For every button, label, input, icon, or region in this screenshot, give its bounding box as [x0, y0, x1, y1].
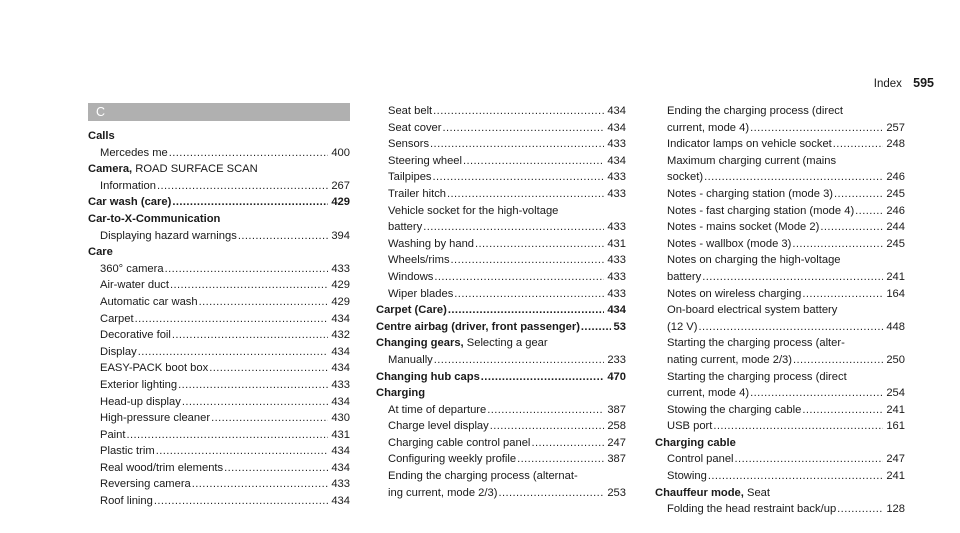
- page-reference: 433: [607, 287, 626, 300]
- index-entry: [88, 443, 350, 460]
- leader-dots: [434, 269, 604, 286]
- leader-dots: [448, 302, 604, 319]
- page-reference: 434: [607, 304, 626, 317]
- entry-text: Automatic car wash: [100, 295, 198, 308]
- index-entry: [376, 236, 626, 253]
- leader-dots: [837, 501, 883, 518]
- entry-text: Changing hub caps: [376, 370, 480, 383]
- index-entry: [655, 153, 905, 170]
- index-entry: [655, 252, 905, 269]
- section-letter-bar: C: [88, 103, 350, 121]
- entry-text: Control panel: [667, 453, 734, 466]
- leader-dots: [704, 169, 883, 186]
- page-reference: 433: [331, 262, 350, 275]
- index-heading: [88, 194, 350, 211]
- leader-dots: [238, 228, 329, 245]
- index-entry: [655, 402, 905, 419]
- entry-text: Starting the charging process (alter-: [667, 337, 845, 350]
- entry-text: nating current, mode 2/3): [667, 353, 792, 366]
- index-heading: [376, 335, 626, 352]
- entry-text: Calls: [88, 130, 115, 142]
- leader-dots: [433, 169, 605, 186]
- leader-dots: [224, 460, 328, 477]
- page-reference: 253: [607, 486, 626, 499]
- index-entry: [376, 153, 626, 170]
- entry-text: Configuring weekly profile: [388, 453, 517, 466]
- entry-text: Chauffeur mode,: [655, 486, 744, 499]
- entry-text: Ending the charging process (direct: [667, 105, 843, 117]
- entry-text: At time of departure: [388, 403, 487, 416]
- entry-text: ing current, mode 2/3): [388, 486, 498, 499]
- index-entry: [376, 120, 626, 137]
- index-entry: [88, 394, 350, 411]
- entry-subtext: Seat: [743, 486, 771, 499]
- entry-text: Seat cover: [388, 121, 442, 134]
- entry-text: 360° camera: [100, 262, 164, 275]
- entry-text: socket): [667, 171, 704, 184]
- header-label: Index: [873, 78, 902, 90]
- leader-dots: [138, 344, 329, 361]
- entry-text: Charging: [376, 387, 426, 400]
- entry-text: Charging cable control panel: [388, 436, 531, 449]
- entry-text: Carpet (Care): [376, 304, 447, 317]
- index-heading: [376, 385, 626, 402]
- entry-text: Decorative foil: [100, 329, 171, 342]
- leader-dots: [750, 385, 883, 402]
- entry-text: Notes on charging the high-voltage: [667, 254, 841, 267]
- leader-dots: [209, 360, 328, 377]
- page-reference: 431: [331, 428, 350, 441]
- entry-text: Stowing: [667, 470, 707, 483]
- index-entry: [376, 252, 626, 269]
- entry-text: On-board electrical system battery: [667, 304, 838, 317]
- index-column-2: [376, 103, 626, 501]
- index-entry: [376, 485, 626, 502]
- page-reference: 429: [331, 279, 350, 292]
- page-reference: 247: [886, 453, 905, 466]
- entry-text: Displaying hazard warnings: [100, 229, 237, 242]
- leader-dots: [182, 394, 328, 411]
- index-heading: [376, 319, 626, 336]
- leader-dots: [178, 377, 328, 394]
- page-reference: 431: [607, 237, 626, 250]
- index-entry: [88, 493, 350, 510]
- index-heading: [88, 211, 350, 228]
- leader-dots: [834, 186, 883, 203]
- page-reference: 257: [886, 121, 905, 134]
- entry-text: Windows: [388, 270, 434, 283]
- entry-text: Reversing camera: [100, 478, 191, 491]
- page-reference: 161: [886, 420, 905, 433]
- entry-text: Changing gears,: [376, 337, 464, 350]
- entry-text: Mercedes me: [100, 146, 168, 159]
- page-reference: 434: [331, 495, 350, 508]
- index-entry: [655, 385, 905, 402]
- entry-text: Manually: [388, 353, 433, 366]
- leader-dots: [454, 286, 604, 303]
- leader-dots: [792, 236, 883, 253]
- entry-text: EASY-PACK boot box: [100, 362, 209, 375]
- leader-dots: [833, 136, 884, 153]
- leader-dots: [156, 443, 329, 460]
- leader-dots: [475, 236, 604, 253]
- index-entry: [88, 377, 350, 394]
- index-entry: [655, 136, 905, 153]
- entry-text: Car wash (care): [88, 196, 172, 209]
- index-entry: [88, 410, 350, 427]
- index-entry: [655, 203, 905, 220]
- entry-text: Wheels/rims: [388, 254, 450, 267]
- leader-dots: [531, 435, 604, 452]
- index-entry: [376, 352, 626, 369]
- entry-text: Charge level display: [388, 420, 489, 433]
- page-reference: 233: [607, 353, 626, 366]
- entry-text: Information: [100, 179, 156, 192]
- index-entry: [655, 352, 905, 369]
- index-entry: [376, 435, 626, 452]
- index-entry: [376, 468, 626, 485]
- leader-dots: [481, 369, 605, 386]
- page-reference: 250: [886, 353, 905, 366]
- index-entry: [655, 103, 905, 120]
- leader-dots: [463, 153, 604, 170]
- entry-text: Paint: [100, 428, 126, 441]
- page-reference: 241: [886, 270, 905, 283]
- index-entry: [655, 501, 905, 518]
- index-column-3: [655, 103, 905, 518]
- leader-dots: [127, 427, 329, 444]
- entry-text: Ending the charging process (alternat-: [388, 470, 578, 483]
- leader-dots: [498, 485, 604, 502]
- page-reference: 448: [886, 320, 905, 333]
- page-reference: 434: [331, 461, 350, 474]
- entry-text: Centre airbag (driver, front passenger): [376, 320, 580, 333]
- index-entry: [655, 286, 905, 303]
- entry-text: Trailer hitch: [388, 187, 447, 200]
- entry-text: Notes on wireless charging: [667, 287, 802, 300]
- index-entry: [655, 369, 905, 386]
- page-reference: 245: [886, 237, 905, 250]
- entry-text: Carpet: [100, 312, 134, 325]
- page-number: 595: [913, 76, 934, 90]
- index-entry: [88, 277, 350, 294]
- leader-dots: [702, 269, 883, 286]
- leader-dots: [172, 194, 328, 211]
- entry-text: battery: [388, 221, 423, 234]
- leader-dots: [820, 219, 883, 236]
- leader-dots: [750, 120, 883, 137]
- index-entry: [655, 451, 905, 468]
- leader-dots: [135, 311, 329, 328]
- page-reference: 434: [331, 362, 350, 375]
- page-reference: 434: [607, 154, 626, 167]
- page-header: [874, 76, 934, 90]
- leader-dots: [211, 410, 328, 427]
- page-reference: 429: [331, 196, 350, 209]
- leader-dots: [855, 203, 883, 220]
- page-reference: 432: [331, 329, 350, 342]
- entry-subtext: Selecting a gear: [463, 337, 548, 350]
- page-reference: 254: [886, 387, 905, 400]
- leader-dots: [708, 468, 884, 485]
- entry-text: Car-to-X-Communication: [88, 212, 221, 225]
- index-entry: [655, 236, 905, 253]
- page-reference: 433: [331, 478, 350, 491]
- page-reference: 387: [607, 403, 626, 416]
- entry-text: battery: [667, 270, 702, 283]
- index-entry: [655, 319, 905, 336]
- page-reference: 244: [886, 221, 905, 234]
- index-entry: [88, 360, 350, 377]
- page-reference: 434: [331, 445, 350, 458]
- leader-dots: [447, 186, 604, 203]
- entry-text: Seat belt: [388, 105, 433, 117]
- leader-dots: [434, 352, 605, 369]
- page-reference: 430: [331, 412, 350, 425]
- index-entry: [655, 302, 905, 319]
- page-reference: 434: [331, 312, 350, 325]
- leader-dots: [451, 252, 605, 269]
- leader-dots: [199, 294, 329, 311]
- leader-dots: [442, 120, 604, 137]
- index-heading: [655, 485, 905, 502]
- entry-text: current, mode 4): [667, 387, 750, 400]
- entry-text: Notes - wallbox (mode 3): [667, 237, 792, 250]
- entry-text: Maximum charging current (mains: [667, 154, 837, 167]
- page-reference: 245: [886, 187, 905, 200]
- page-reference: 429: [331, 295, 350, 308]
- entry-text: Folding the head restraint back/up: [667, 503, 837, 516]
- entry-text: Indicator lamps on vehicle socket: [667, 138, 832, 151]
- index-entry: [376, 286, 626, 303]
- index-entry: [376, 203, 626, 220]
- page-reference: 387: [607, 453, 626, 466]
- entry-text: Camera,: [88, 163, 133, 176]
- page-reference: 246: [886, 171, 905, 184]
- entry-text: Display: [100, 345, 137, 358]
- leader-dots: [802, 286, 883, 303]
- index-entry: [655, 418, 905, 435]
- index-heading: [88, 244, 350, 261]
- index-entry: [376, 402, 626, 419]
- page-reference: 433: [607, 187, 626, 200]
- page-reference: 53: [613, 320, 626, 333]
- entry-subtext: ROAD SURFACE SCAN: [132, 163, 258, 176]
- leader-dots: [157, 178, 328, 195]
- index-entry: [88, 476, 350, 493]
- page-reference: 433: [331, 378, 350, 391]
- index-entry: [655, 335, 905, 352]
- leader-dots: [735, 451, 884, 468]
- page-reference: 128: [886, 503, 905, 516]
- leader-dots: [172, 327, 328, 344]
- entry-text: current, mode 4): [667, 121, 750, 134]
- entry-text: Steering wheel: [388, 154, 463, 167]
- leader-dots: [713, 418, 883, 435]
- leader-dots: [487, 402, 604, 419]
- entry-text: Notes - charging station (mode 3): [667, 187, 834, 200]
- entry-text: Care: [88, 246, 113, 259]
- leader-dots: [490, 418, 605, 435]
- index-entry: [376, 269, 626, 286]
- entry-text: Notes - mains socket (Mode 2): [667, 221, 820, 234]
- index-column-1: [88, 103, 350, 510]
- page-reference: 434: [607, 105, 626, 117]
- index-entry: [655, 269, 905, 286]
- page-reference: 433: [607, 171, 626, 184]
- page-reference: 433: [607, 221, 626, 234]
- index-entry: [376, 136, 626, 153]
- index-heading: [376, 369, 626, 386]
- entry-text: Sensors: [388, 138, 430, 151]
- page-reference: 267: [331, 179, 350, 192]
- leader-dots: [517, 451, 604, 468]
- entry-text: Head-up display: [100, 395, 181, 408]
- page-reference: 241: [886, 403, 905, 416]
- entry-text: Plastic trim: [100, 445, 155, 458]
- leader-dots: [165, 261, 329, 278]
- index-entry: [88, 427, 350, 444]
- page-reference: 433: [607, 254, 626, 267]
- entry-text: (12 V): [667, 320, 698, 333]
- page-reference: 164: [886, 287, 905, 300]
- page-reference: 394: [331, 229, 350, 242]
- leader-dots: [802, 402, 883, 419]
- index-entry: [655, 186, 905, 203]
- index-entry: [88, 145, 350, 162]
- page-reference: 434: [607, 121, 626, 134]
- entry-text: Charging cable: [655, 436, 736, 449]
- index-entry: [655, 468, 905, 485]
- entry-text: Stowing the charging cable: [667, 403, 802, 416]
- index-entry: [655, 169, 905, 186]
- entry-text: Starting the charging process (direct: [667, 370, 847, 383]
- page-reference: 258: [607, 420, 626, 433]
- index-heading: [88, 128, 350, 145]
- entry-text: Roof lining: [100, 495, 153, 508]
- entry-text: USB port: [667, 420, 713, 433]
- page-reference: 400: [331, 146, 350, 159]
- leader-dots: [698, 319, 883, 336]
- index-entry: [376, 103, 626, 120]
- page-reference: 241: [886, 470, 905, 483]
- leader-dots: [423, 219, 604, 236]
- page-reference: 246: [886, 204, 905, 217]
- entry-text: Washing by hand: [388, 237, 475, 250]
- entry-text: Air-water duct: [100, 279, 170, 292]
- page-reference: 247: [607, 436, 626, 449]
- index-entry: [88, 460, 350, 477]
- entry-text: Vehicle socket for the high-voltage: [388, 204, 559, 217]
- index-entry: [88, 178, 350, 195]
- index-heading: [655, 435, 905, 452]
- entry-text: Tailpipes: [388, 171, 432, 184]
- index-entry: [376, 451, 626, 468]
- leader-dots: [170, 277, 328, 294]
- page-reference: 470: [607, 370, 626, 383]
- index-entry: [88, 344, 350, 361]
- index-heading: [88, 161, 350, 178]
- leader-dots: [154, 493, 328, 510]
- entry-text: Notes - fast charging station (mode 4): [667, 204, 855, 217]
- entry-text: Real wood/trim elements: [100, 461, 224, 474]
- page-reference: 433: [607, 270, 626, 283]
- index-heading: [376, 302, 626, 319]
- leader-dots: [433, 103, 604, 120]
- index-entry: [655, 219, 905, 236]
- index-entry: [376, 418, 626, 435]
- index-entry: [376, 186, 626, 203]
- index-entry: [88, 261, 350, 278]
- page-reference: 434: [331, 395, 350, 408]
- index-entry: [655, 120, 905, 137]
- leader-dots: [793, 352, 883, 369]
- entry-text: Exterior lighting: [100, 378, 178, 391]
- index-entry: [88, 228, 350, 245]
- leader-dots: [581, 319, 611, 336]
- leader-dots: [169, 145, 329, 162]
- page-reference: 433: [607, 138, 626, 151]
- leader-dots: [192, 476, 329, 493]
- index-entry: [88, 294, 350, 311]
- leader-dots: [430, 136, 604, 153]
- entry-text: Wiper blades: [388, 287, 454, 300]
- index-entry: [88, 311, 350, 328]
- page-reference: 248: [886, 138, 905, 151]
- index-entry: [376, 169, 626, 186]
- page-reference: 434: [331, 345, 350, 358]
- index-entry: [88, 327, 350, 344]
- index-entry: [376, 219, 626, 236]
- entry-text: High-pressure cleaner: [100, 412, 211, 425]
